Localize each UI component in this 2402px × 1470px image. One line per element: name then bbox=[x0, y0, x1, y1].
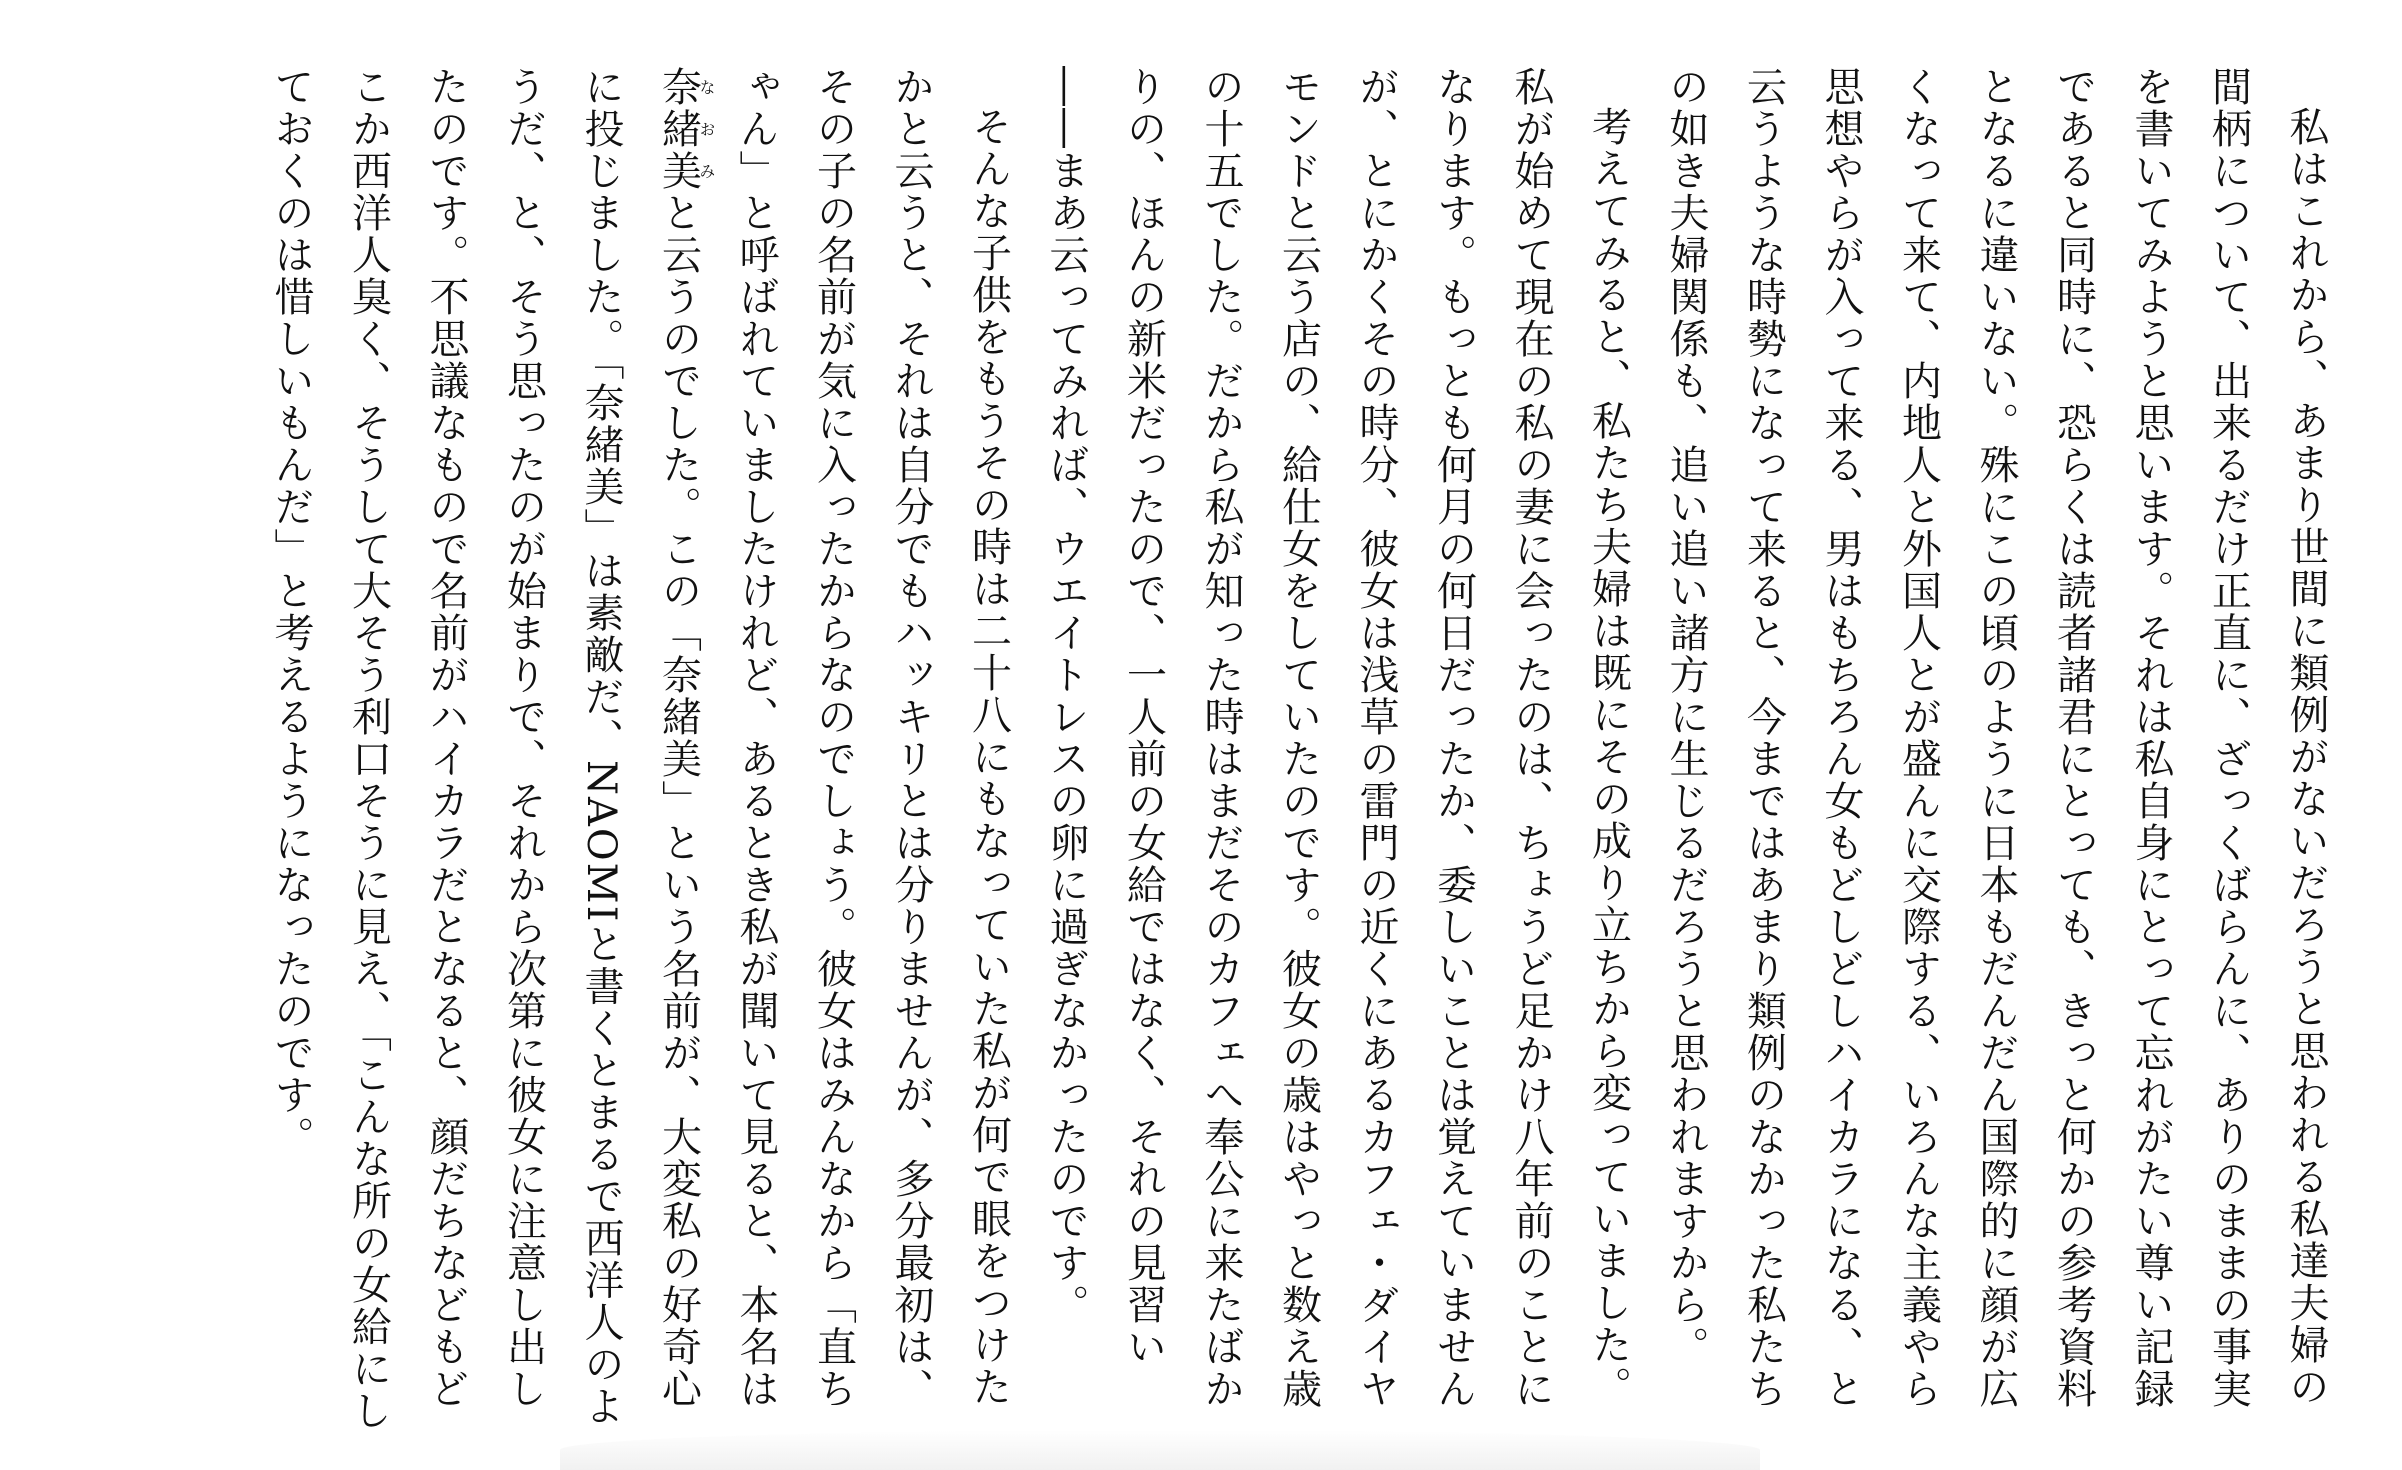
paragraph-3-part-c: と書くとまるで西洋人のようだ、と、そう思ったのが始まりで、それから次第に彼女に注意し出したのです。不思議なもので名前がハイカラだとなると、顔だちなどもどこか西洋人臭く、そうして大そう利口そうに見え、「こんな所の女給にしておくのは惜しいもんだ」と考えるようになったのです。 bbox=[268, 66, 624, 1432]
ruby-base: 奈緒美 bbox=[655, 66, 702, 192]
paragraph-2: 考えてみると、私たち夫婦は既にその成り立ちから変っていました。私が始めて現在の私の妻に会ったのは、ちょうど足かけ八年前のことになります。もっとも何月の何日だったか、委しいことは覚えていませんが、とにかくその時分、彼女は浅草の雷門の近くにあるカフェ・ダイヤモンドと云う店の、給仕女をしていたのです。彼女の歳はやっと数え歳の十五でした。だから私が知った時はまだそのカフェへ奉公に来たばかりの、ほんの新米だったので、一人前の女給ではなく、それの見習い――まあ云ってみれば、ウエイトレスの卵に過ぎなかったのです。 bbox=[1043, 66, 1632, 1410]
latin-name: NAOMI bbox=[578, 760, 624, 924]
paragraph-3-part-a: そんな子供をもうその時は二十八にもなっていた私が何で眼をつけたかと云うと、それは自分でもハッキリとは分りませんが、多分最初は、その子の名前が気に入ったからなのでしょう。彼女はみんなから「直ちゃん」と呼ばれていましたけれど、あるとき私が聞いて見ると、本名は bbox=[733, 66, 1012, 1410]
page-bottom-shadow bbox=[560, 1430, 1760, 1470]
vertical-text-body bbox=[252, 66, 2345, 1436]
paragraph-3 bbox=[252, 66, 1027, 1436]
name-ruby bbox=[655, 66, 716, 192]
paragraph-3-part-b: と云うのでした。この「奈緒美」という名前が、大変私の好奇心に投じました。「奈緒美」は素敵だ、 bbox=[578, 66, 702, 1410]
ruby-reading: なおみ bbox=[697, 66, 716, 192]
paragraph-1: 私はこれから、あまり世間に類例がないだろうと思われる私達夫婦の間柄について、出来るだけ正直に、ざっくばらんに、ありのままの事実を書いてみようと思います。それは私自身にとって忘れがたい尊い記録であると同時に、恐らくは読者諸君にとっても、きっと何かの参考資料となるに違いない。殊にこの頃のように日本もだんだん国際的に顔が広くなって来て、内地人と外国人とが盛んに交際する、いろんな主義やら思想やらが入って来る、男はもちろん女もどしどしハイカラになる、と云うような時勢になって来ると、今まではあまり類例のなかった私たちの如き夫婦関係も、追い追い諸方に生じるだろうと思われますから。 bbox=[1663, 66, 2329, 1410]
